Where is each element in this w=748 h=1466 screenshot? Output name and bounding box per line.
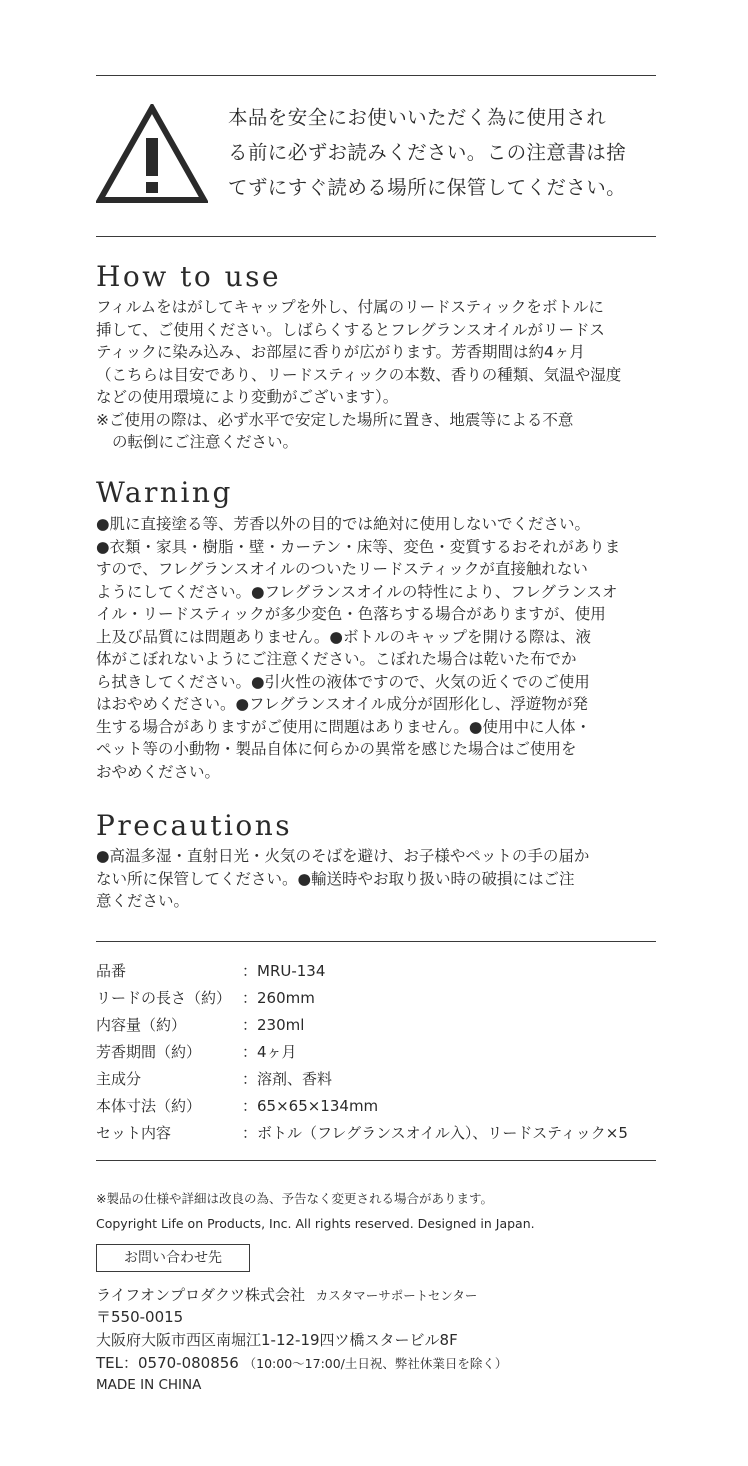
intro-divider [96,236,656,237]
intro-line: てずにすぐ読める場所に保管してください。 [228,176,627,199]
spec-row [96,1039,628,1066]
text-line: はおやめください。●フレグランスオイル成分が固形化し、浮遊物が発 [96,695,588,713]
text-line: ティックに染み込み、お部屋に香りが広がります。芳香期間は約4ヶ月 [96,343,585,361]
text-line: ●衣類・家具・樹脂・壁・カーテン・床等、変色・変質するおそれがありま [96,537,621,556]
text-line: フィルムをはがしてキャップを外し、付属のリードスティックをボトルに [96,298,604,316]
how-to-use-heading: How to use [96,260,282,293]
spec-row [96,985,628,1012]
country-of-origin: MADE IN CHINA [96,1377,202,1393]
spec-row [96,958,628,985]
contact-label-box: お問い合わせ先 [96,1244,250,1272]
warning-heading: Warning [96,476,233,509]
spec-value: ：MRU-134 [242,962,326,980]
spec-value: ：4ヶ月 [242,1043,297,1061]
warning-triangle-icon [96,104,208,204]
text-line: ペット等の小動物・製品自体に何らかの異常を感じた場合はご使用を [96,740,577,758]
text-line: 意ください。 [96,892,190,910]
safety-intro [228,100,668,205]
spec-label: リードの長さ（約） [96,989,232,1007]
support-hours: （10:00〜17:00/土日祝、弊社休業日を除く） [243,1356,508,1371]
text-line: などの使用環境により変動がございます）。 [96,388,399,406]
top-divider [96,75,656,76]
text-line: おやめください。 [96,762,221,781]
intro-line: 本品を安全にお使いいただく為に使用され [228,106,607,129]
text-line: ない所に保管してください。●輸送時やお取り扱い時の破損にはご注 [96,869,575,888]
text-line: 生する場合がありますがご使用に問題はありません。●使用中に人体・ [96,717,591,736]
text-line: ●肌に直接塗る等、芳香以外の目的では絶対に使用しないでください。 [96,515,591,533]
specs-bottom-divider [96,1160,656,1161]
text-line: の転倒にご注意ください。 [112,433,299,451]
specs-top-divider [96,941,656,942]
spec-row [96,1093,628,1120]
text-line: （こちらは目安であり、リードスティックの本数、香りの種類、気温や湿度 [96,365,622,384]
company-name: ライフオンプロダクツ株式会社 [96,1286,305,1304]
spec-value: ：溶剤、香料 [242,1070,333,1088]
street-address: 大阪府大阪市西区南堀江1-12-19四ツ橋スタービル8F [96,1331,458,1349]
how-to-use-text [96,296,671,454]
spec-label: 芳香期間（約） [96,1043,202,1061]
spec-label: 主成分 [96,1070,142,1088]
intro-line: る前に必ずお読みください。この注意書は捨 [228,141,627,164]
text-line: 上及び品質には問題ありません。●ボトルのキャップを開ける際は、液 [96,627,591,646]
spec-value: ：65×65×134mm [242,1097,379,1115]
spec-row [96,1012,628,1039]
tel-line [96,1352,507,1373]
tel-number: TEL：0570-080856 [96,1354,239,1372]
text-line: ●高温多湿・直射日光・火気のそばを避け、お子様やペットの手の届か [96,847,590,865]
spec-value: ：260mm [242,989,315,1007]
text-line: ※ご使用の際は、必ず水平で安定した場所に置き、地震等による不意 [96,410,574,429]
spec-row [96,1120,628,1147]
precautions-heading: Precautions [96,809,293,842]
text-line: 挿して、ご使用ください。しばらくするとフレグランスオイルがリードス [96,320,605,339]
spec-label: 品番 [96,962,127,980]
precautions-text [96,845,671,913]
postal-code: 〒550-0015 [96,1308,184,1326]
support-center: カスタマーサポートセンター [315,1288,478,1303]
text-line: すので、フレグランスオイルのついたリードスティックが直接触れない [96,560,588,578]
spec-row [96,1066,628,1093]
text-line: ら拭きしてください。●引火性の液体ですので、火気の近くでのご使用 [96,672,590,691]
company-line [96,1284,477,1305]
warning-text [96,513,671,783]
text-line: 体がこぼれないようにご注意ください。こぼれた場合は乾いた布でか [96,650,577,668]
copyright-notice: Copyright Life on Products, Inc. All rights reserved. Designed in Japan. [96,1216,535,1231]
spec-label: 本体寸法（約） [96,1097,202,1115]
spec-table [96,958,628,1147]
spec-value: ：230ml [242,1016,305,1034]
spec-label: セット内容 [96,1124,172,1142]
text-line: ようにしてください。●フレグランスオイルの特性により、フレグランスオ [96,582,618,601]
spec-value: ：ボトル（フレグランスオイル入）、リードスティック×5 [242,1124,628,1142]
spec-change-note: ※製品の仕様や詳細は改良の為、予告なく変更される場合があります。 [96,1191,493,1206]
spec-label: 内容量（約） [96,1016,187,1034]
text-line: イル・リードスティックが多少変色・色落ちする場合がありますが、使用 [96,605,606,623]
